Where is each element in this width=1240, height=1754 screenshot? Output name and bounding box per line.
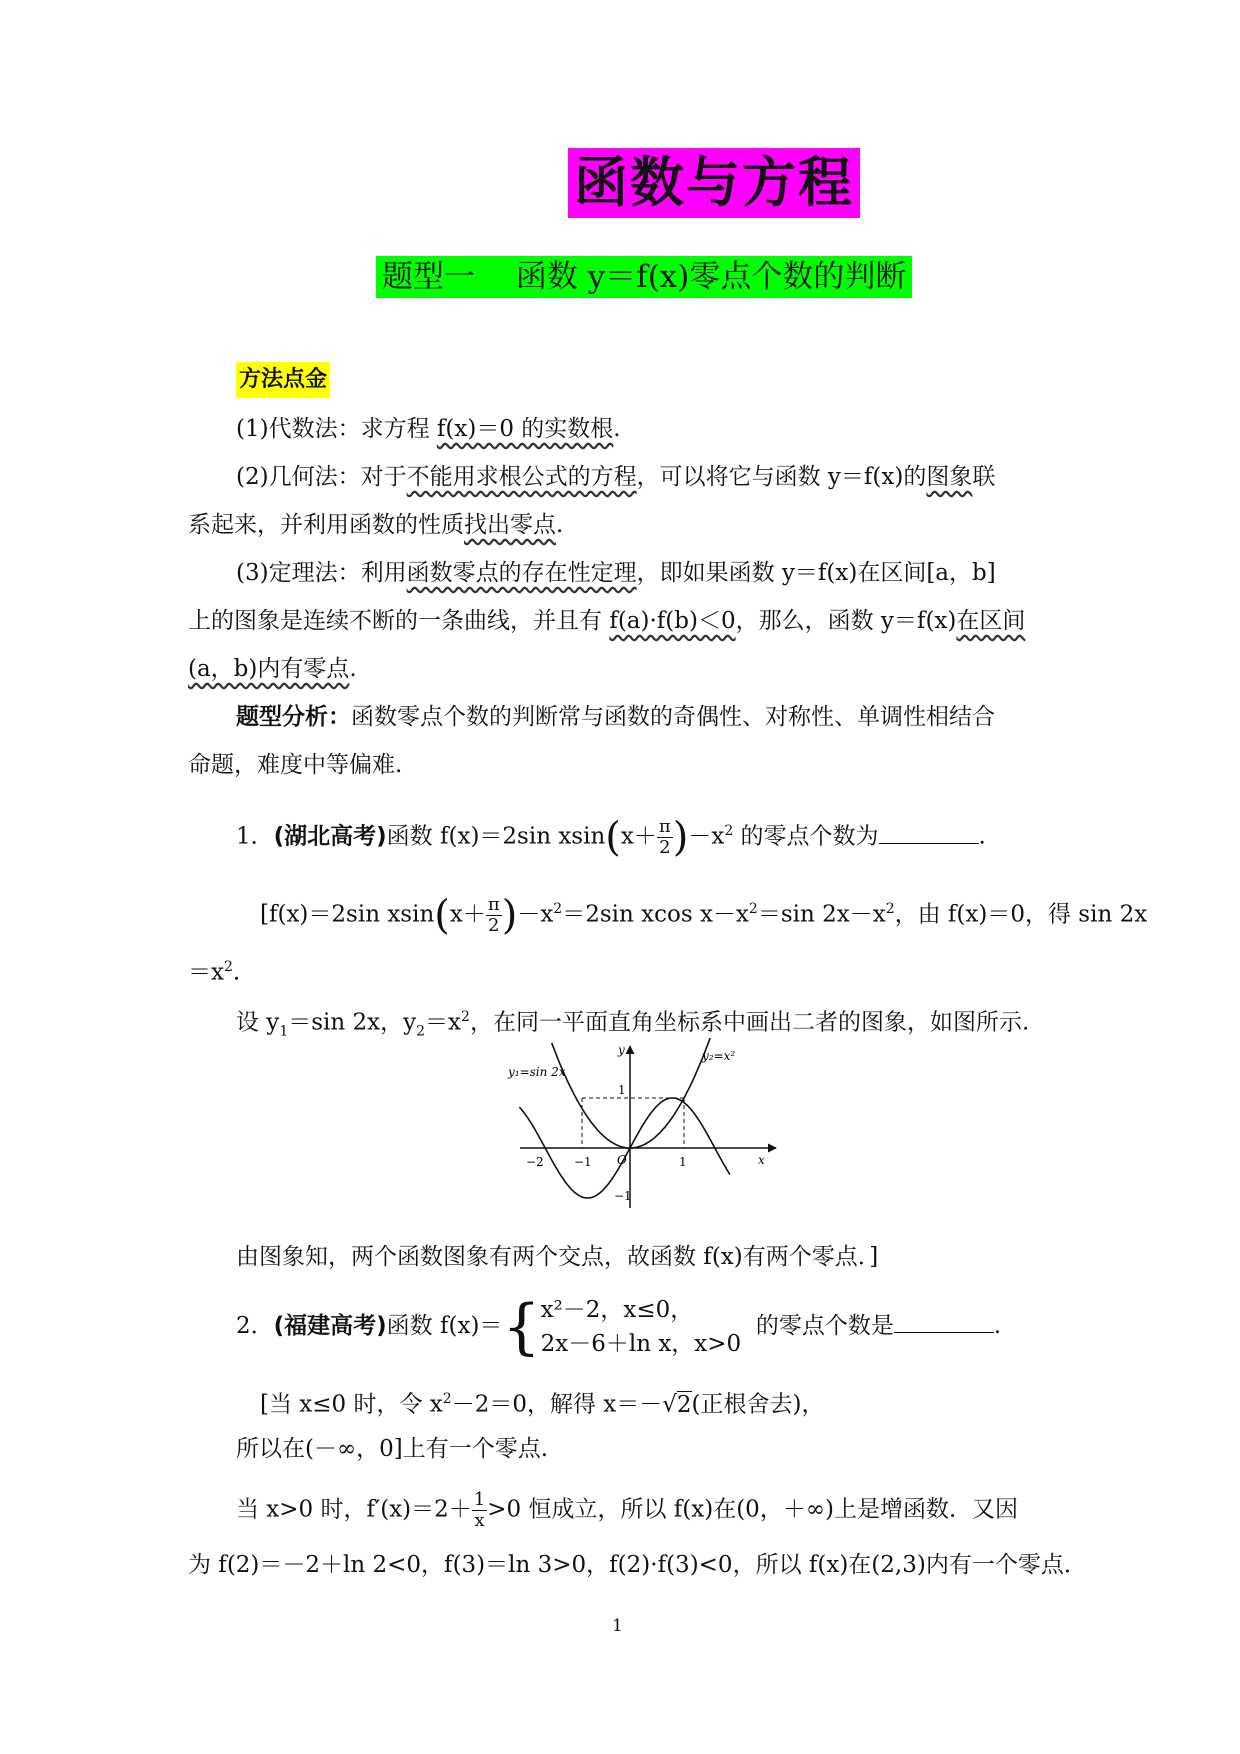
- method-1: (1)代数法：求方程 f(x)＝0 的实数根.: [236, 416, 621, 442]
- answer-blank: [879, 821, 979, 844]
- q2-solution-line3: 当 x>0 时，f′(x)＝2＋ $\frac{1}{x}$ >0 恒成立，所以 f(x)在(0，＋∞)上是增函数．又因: [236, 1489, 1018, 1531]
- label-sq: y₂=x²: [702, 1049, 736, 1063]
- tick-minus-1: −1: [574, 1155, 592, 1169]
- method-3-line1: (3)定理法：利用函数零点的存在性定理，即如果函数 y＝f(x)在区间[a，b]: [236, 560, 996, 586]
- x-axis-label: x: [758, 1153, 765, 1167]
- question-1: 1．(湖北高考)函数 f(x)＝2sin xsin(x＋ $\frac{\pi}{2}$ )$-x^2$ 的零点个数为 .: [236, 814, 986, 861]
- question-2: 2．(福建高考)函数 f(x)＝{ x²－2，x≤0， 2x－6＋ln x，x>0 的零点个数是 .: [236, 1292, 1002, 1362]
- method-heading: 方法点金: [236, 362, 330, 398]
- sqrt-sign: √: [662, 1391, 677, 1418]
- tick-y-minus-1: −1: [614, 1189, 632, 1203]
- analysis-line2: 命题，难度中等偏难.: [188, 752, 403, 778]
- q1-solution-line3: 设 $y_1=\sin$ 2x，$y_2=x^2$，在同一平面直角坐标系中画出二者的图象，如图所示.: [236, 1009, 1030, 1040]
- origin-label: O: [617, 1153, 627, 1167]
- method-3-line2: 上的图象是连续不断的一条曲线，并且有 f(a)·f(b)＜0，那么，函数 y＝f(x)在区间: [188, 608, 1026, 634]
- q1-solution-line2: $=x^2$.: [188, 959, 241, 986]
- one-over-x-fraction: $\frac{1}{x}$: [473, 1489, 486, 1531]
- method-2-line2: 系起来，并利用函数的性质找出零点.: [188, 512, 564, 538]
- y-axis-label: y: [618, 1043, 625, 1057]
- tick-minus-2: −2: [526, 1155, 544, 1169]
- q1-solution-conclusion: 由图象知，两个函数图象有两个交点，故函数 f(x)有两个零点．]: [236, 1244, 879, 1270]
- function-graph: [504, 1038, 780, 1210]
- q2-solution-line1: [当 x≤0 时，令 $x^2-2=0$，解得 x＝－√2(正根舍去)，: [260, 1391, 825, 1418]
- analysis-line1: 题型分析：函数零点个数的判断常与函数的奇偶性、对称性、单调性相结合: [236, 704, 995, 730]
- page-number: 1: [612, 1616, 623, 1636]
- pi-over-2-fraction: $\frac{\pi}{2}$: [487, 894, 500, 937]
- page-title: 函数与方程: [568, 148, 860, 218]
- q2-solution-line2: 所以在(－∞，0]上有一个零点.: [236, 1436, 549, 1462]
- q1-solution-line1: [f(x)＝2sin xsin(x＋ $\frac{\pi}{2}$ )$-x^2=2\sin$ xcos $x-x^2=\sin$ $2x-x^2$，由 f(x)＝0，得 sin 2x: [260, 892, 1148, 939]
- tick-y-1: 1: [618, 1083, 626, 1097]
- tick-1: 1: [679, 1155, 687, 1169]
- pi-over-2-fraction: $\frac{\pi}{2}$: [658, 816, 671, 859]
- label-sin: y₁=sin 2x: [508, 1065, 566, 1079]
- answer-blank: [894, 1310, 994, 1333]
- piecewise-cases: x²－2，x≤0， 2x－6＋ln x，x>0: [540, 1297, 742, 1357]
- q2-solution-line4: 为 f(2)＝－2＋ln 2<0，f(3)＝ln 3>0，f(2)·f(3)<0，所以 f(x)在(2,3)内有一个零点．: [188, 1552, 1087, 1578]
- method-3-line3: (a，b)内有零点.: [188, 656, 357, 682]
- method-2-line1: (2)几何法：对于不能用求根公式的方程，可以将它与函数 y＝f(x)的图象联: [236, 464, 996, 490]
- section-subtitle: 题型一 函数 y＝f(x)零点个数的判断: [376, 256, 912, 298]
